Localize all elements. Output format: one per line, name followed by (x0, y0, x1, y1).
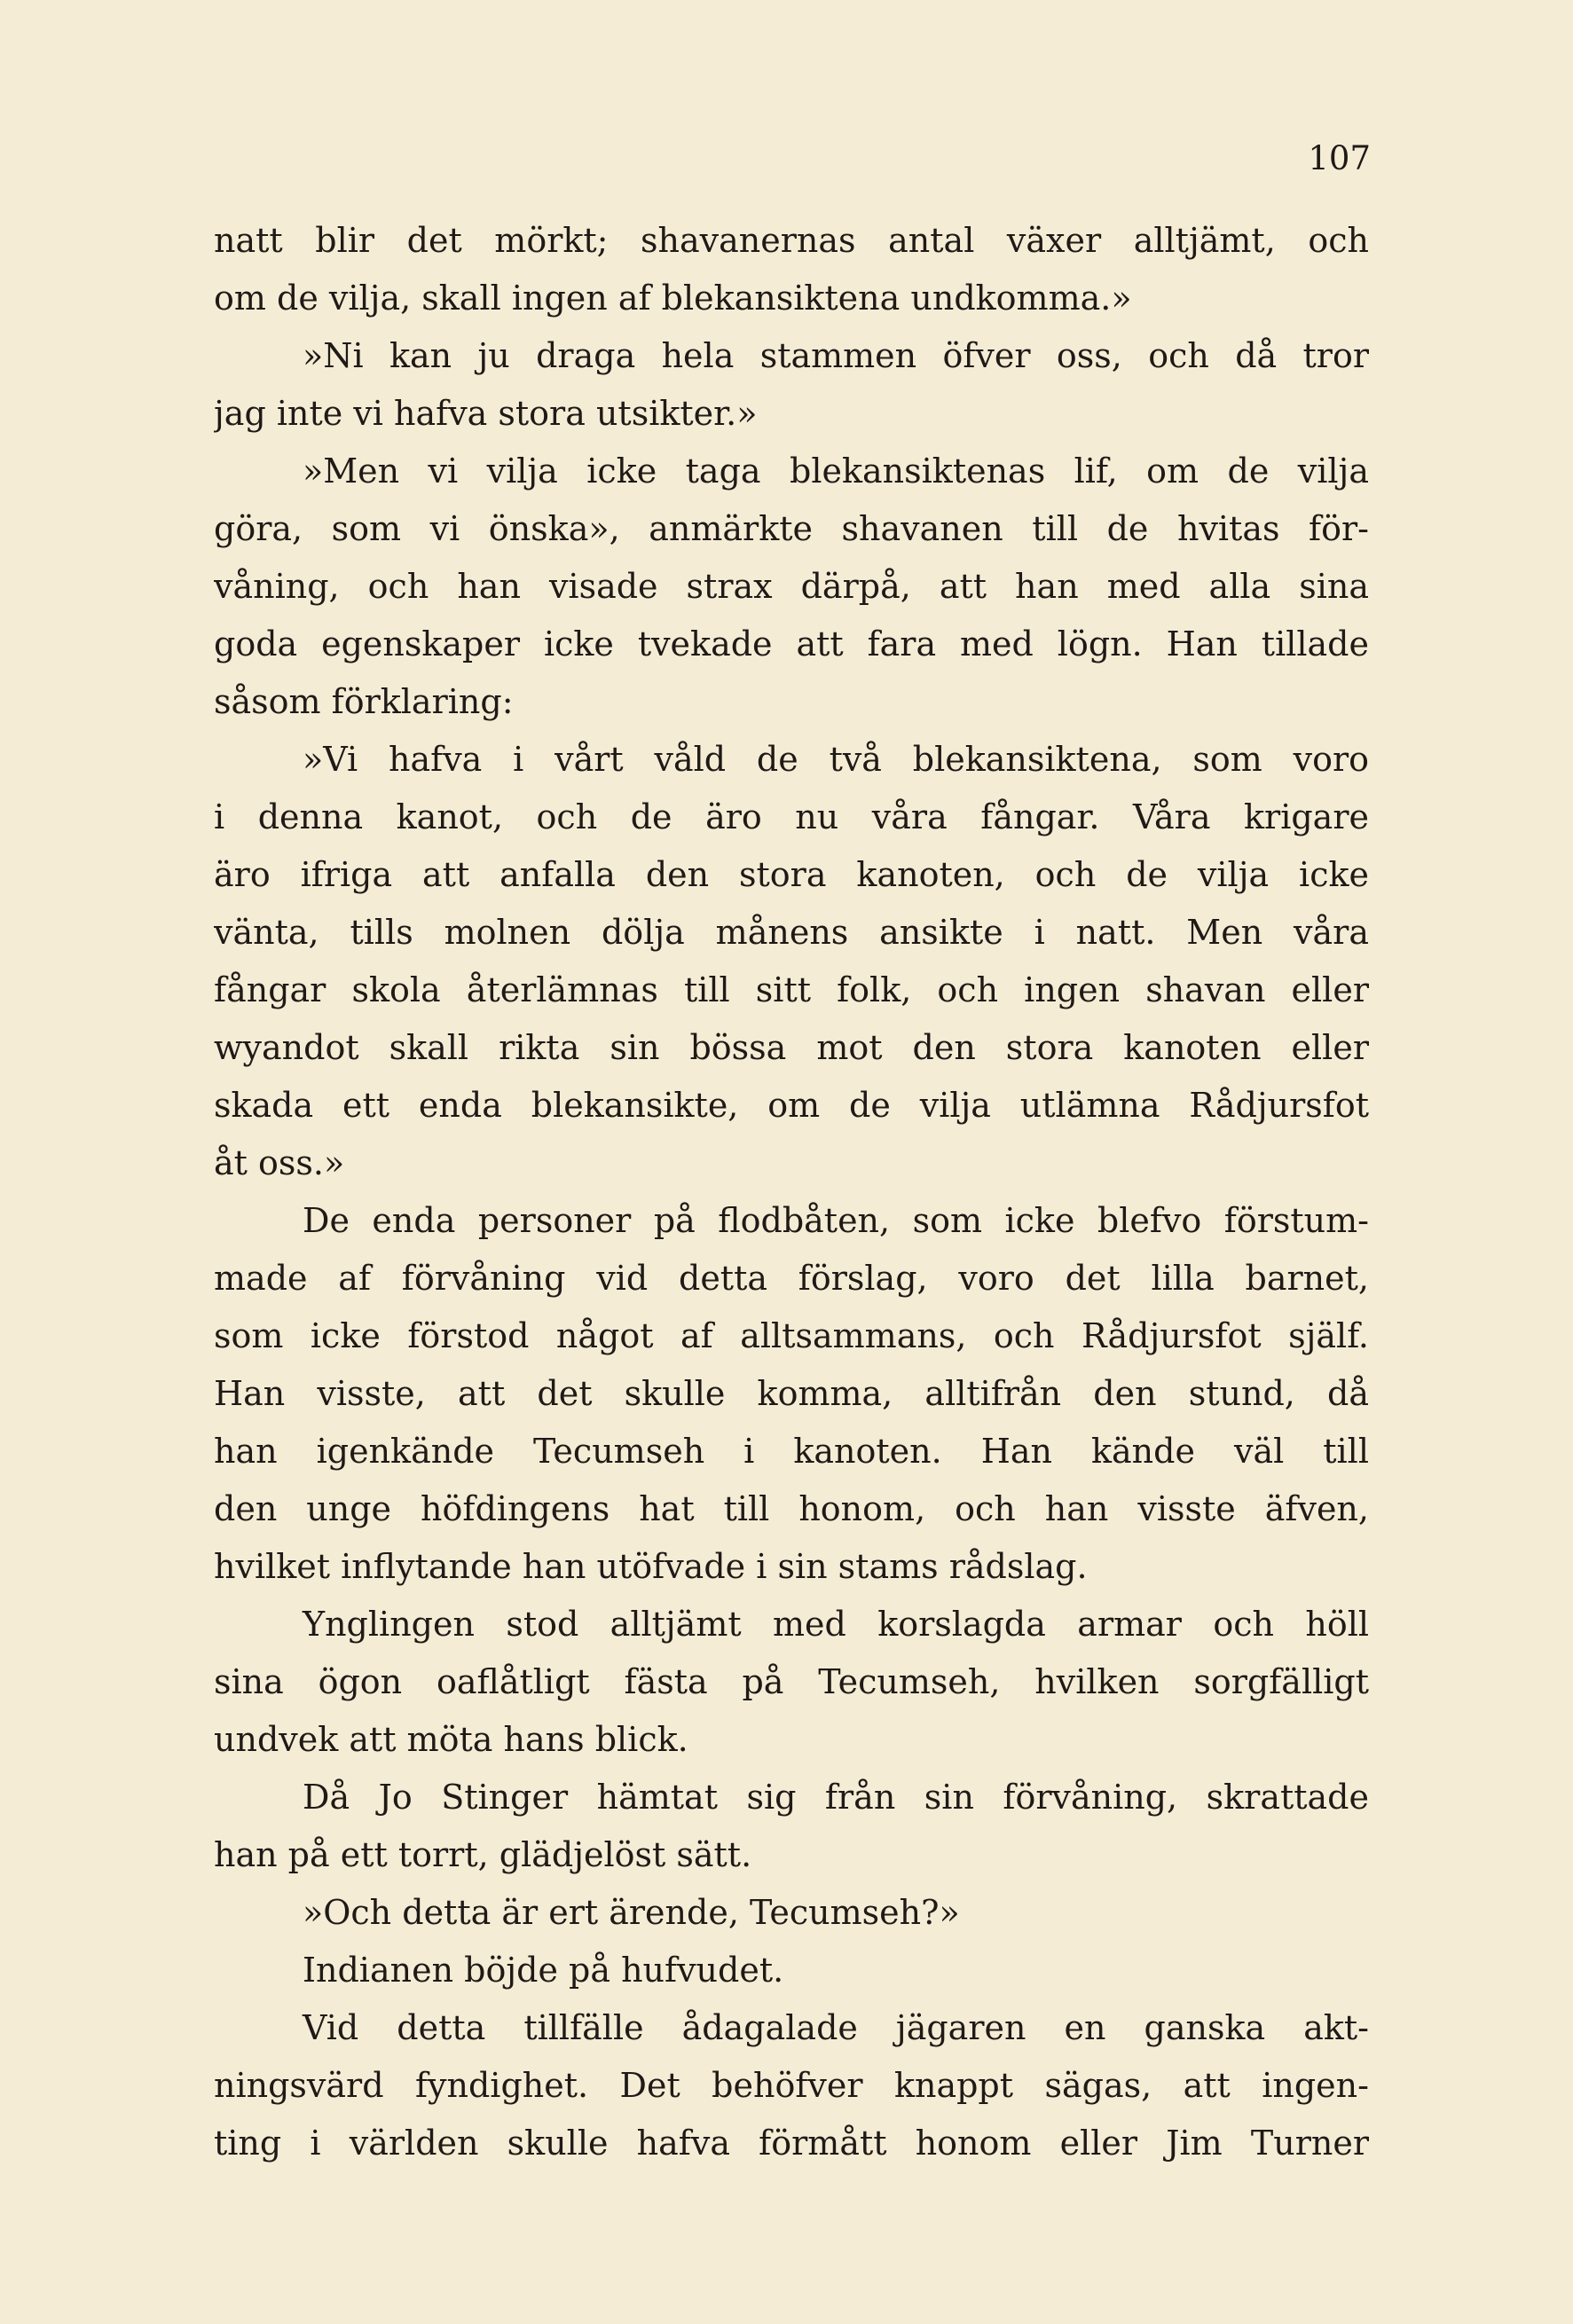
text-line: åt oss.» (214, 1143, 345, 1182)
text-line: De enda personer på flodbåten, som icke blefvo förstum- (303, 1201, 1369, 1240)
text-line: Ynglingen stod alltjämt med korslagda armar och höll (303, 1605, 1369, 1644)
text-line: jag inte vi hafva stora utsikter.» (214, 394, 758, 433)
text-line: undvek att möta hans blick. (214, 1720, 688, 1759)
text-line: om de vilja, skall ingen af blekansiktena undkomma.» (214, 279, 1132, 318)
text-line: »Men vi vilja icke taga blekansiktenas lif, om de vilja (303, 451, 1369, 491)
text-line: han på ett torrt, glädjelöst sätt. (214, 1835, 752, 1874)
text-line: sina ögon oaflåtligt fästa på Tecumseh, hvilken sorgfälligt (214, 1662, 1369, 1701)
text-line: göra, som vi önska», anmärkte shavanen till de hvitas för- (214, 509, 1369, 548)
text-line: skada ett enda blekansikte, om de vilja utlämna Rådjursfot (214, 1086, 1369, 1125)
text-line: ningsvärd fyndighet. Det behöfver knappt sägas, att ingen- (214, 2066, 1369, 2105)
text-line: wyandot skall rikta sin bössa mot den stora kanoten eller (214, 1028, 1369, 1067)
text-line: fångar skola återlämnas till sitt folk, och ingen shavan eller (214, 970, 1369, 1009)
text-line: hvilket inflytande han utöfvade i sin stams rådslag. (214, 1547, 1088, 1586)
text-line: »Ni kan ju draga hela stammen öfver oss, och då tror (303, 336, 1369, 375)
text-line: såsom förklaring: (214, 682, 514, 721)
text-line: made af förvåning vid detta förslag, voro det lilla barnet, (214, 1259, 1369, 1298)
text-line: i denna kanot, och de äro nu våra fångar. Våra krigare (214, 797, 1369, 836)
text-line: Han visste, att det skulle komma, alltifrån den stund, då (214, 1374, 1369, 1413)
text-line: Då Jo Stinger hämtat sig från sin förvåning, skrattade (303, 1778, 1369, 1817)
text-line: äro ifriga att anfalla den stora kanoten, och de vilja icke (214, 855, 1369, 894)
text-line: vänta, tills molnen dölja månens ansikte i natt. Men våra (214, 913, 1369, 952)
text-line: Vid detta tillfälle ådagalade jägaren en ganska akt- (303, 2008, 1369, 2047)
text-line: han igenkände Tecumseh i kanoten. Han kände väl till (214, 1432, 1369, 1471)
text-line: ting i världen skulle hafva förmått honom eller Jim Turner (214, 2124, 1369, 2163)
text-line: Indianen böjde på hufvudet. (303, 1951, 784, 1990)
text-line: »Vi hafva i vårt våld de två blekansiktena, som voro (303, 740, 1369, 779)
text-line: »Och detta är ert ärende, Tecumseh?» (303, 1893, 960, 1932)
text-line: natt blir det mörkt; shavanernas antal växer alltjämt, och (214, 221, 1369, 260)
page-number: 107 (1308, 139, 1371, 177)
text-line: våning, och han visade strax därpå, att han med alla sina (214, 567, 1369, 606)
text-line: den unge höfdingens hat till honom, och han visste äfven, (214, 1489, 1369, 1528)
text-line: goda egenskaper icke tvekade att fara med lögn. Han tillade (214, 624, 1369, 663)
body-text (214, 212, 1369, 2172)
text-line: som icke förstod något af alltsammans, och Rådjursfot själf. (214, 1316, 1369, 1355)
